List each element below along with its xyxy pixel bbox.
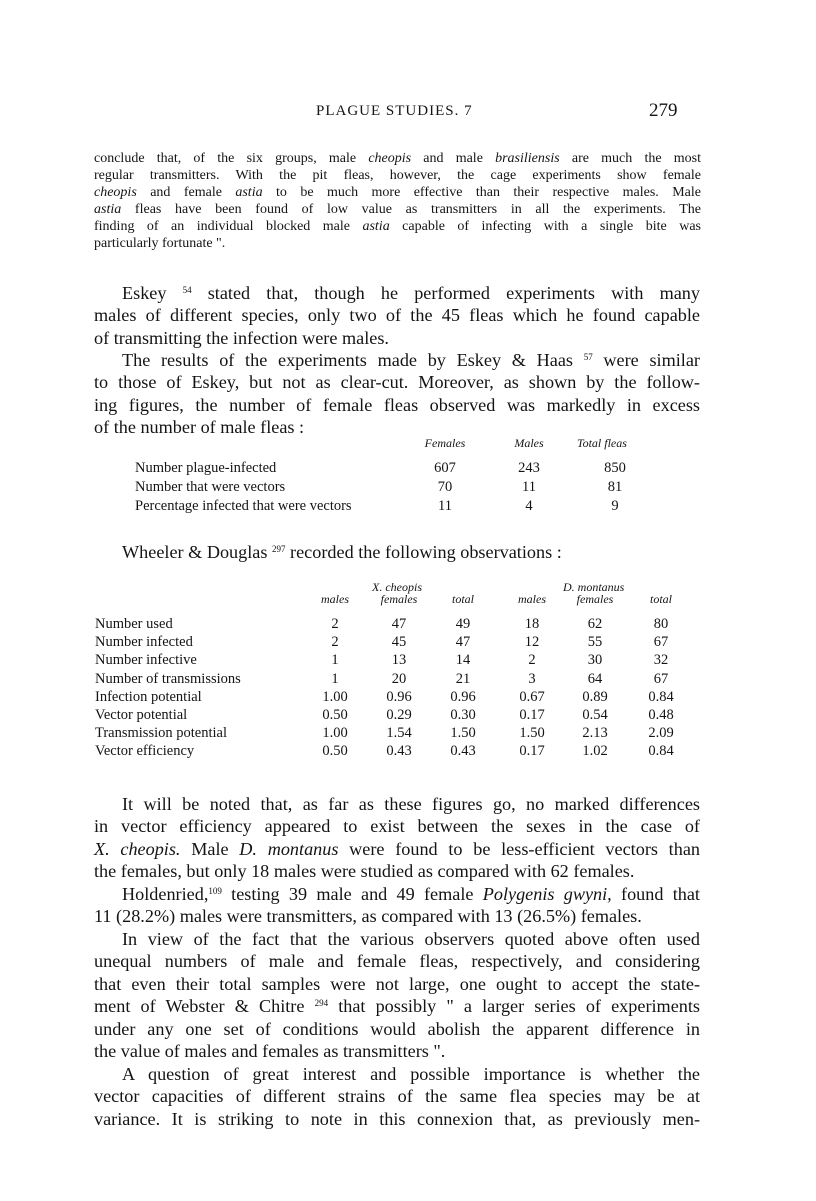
table-row-label: Number infective	[95, 652, 197, 669]
table-cell: 0.96	[450, 688, 476, 705]
table-cell: 14	[455, 652, 471, 669]
text-line: unequal numbers of male and female fleas, respectively, and considering	[94, 951, 700, 972]
table-row-label: Vector efficiency	[95, 743, 195, 760]
table-cell: 47	[391, 616, 407, 632]
table-cell: 0.17	[519, 707, 545, 723]
text-line: regular transmitters. With the pit fleas, however, the cage experiments show female	[94, 168, 701, 183]
table-row-label: Number used	[95, 616, 173, 632]
table-cell: 64	[587, 670, 603, 687]
table-cell: 0.30	[450, 707, 476, 723]
block-quote	[94, 150, 701, 252]
paragraph-eskey	[94, 282, 700, 349]
paragraph-in-view	[94, 928, 700, 1062]
text-line: The results of the experiments made by Eskey & Haas $^{57}$ were similar	[122, 350, 700, 370]
text-line: variance. It is striking to note in this connexion that, as previously men-	[94, 1108, 700, 1129]
table-cell: 67	[653, 634, 669, 651]
paragraph-wheeler	[94, 541, 700, 563]
table-row-label: Number infected	[95, 634, 193, 651]
table-cell: 2.13	[582, 725, 608, 742]
text-line: to those of Eskey, but not as clear-cut. Moreover, as shown by the follow-	[94, 372, 700, 393]
text-line: A question of great interest and possible importance is whether the	[122, 1064, 700, 1084]
table-cell: 2.09	[648, 725, 674, 742]
table-row-label: Percentage infected that were vectors	[135, 498, 352, 514]
table-cell: 243	[518, 460, 540, 476]
table-row-label: Infection potential	[95, 688, 202, 705]
paragraph-question	[94, 1063, 700, 1130]
table-cell: 12	[524, 634, 540, 651]
table-cell: 0.89	[582, 688, 608, 705]
table-cell: 80	[653, 616, 669, 632]
table-cell: 0.96	[386, 688, 412, 705]
table-cell: 0.17	[519, 743, 545, 760]
col-subheader: total	[451, 592, 474, 606]
text-line: of transmitting the infection were males.	[94, 327, 389, 348]
table-cell: 1.50	[519, 725, 545, 742]
table-cell: 70	[437, 479, 453, 495]
text-line: vector capacities of different strains of the same flea species may be at	[94, 1086, 700, 1107]
col-header-females: Females	[424, 436, 466, 450]
col-header-males: Males	[514, 436, 544, 450]
table-cell: 1.50	[450, 725, 476, 742]
table-cell: 0.50	[322, 707, 348, 723]
table-cell: 4	[525, 498, 533, 514]
text-line: finding of an individual blocked male astia capable of infecting with a single bite was	[94, 219, 701, 234]
table-cell: 607	[434, 460, 456, 476]
text-line: Holdenried,$^{109}$ testing 39 male and 49 female Polygenis gwyni, found that	[122, 884, 700, 904]
col-subheader: females	[576, 592, 614, 606]
table-row-label: Number that were vectors	[135, 479, 286, 495]
table-cell: 67	[653, 670, 669, 687]
text-line: Wheeler & Douglas $^{297}$ recorded the following observations :	[122, 542, 562, 562]
text-line: under any one set of conditions would abolish the apparent difference in	[94, 1018, 700, 1039]
table-cell: 13	[391, 652, 407, 669]
table-cell: 1.00	[322, 725, 348, 742]
col-header-total: Total fleas	[577, 436, 627, 450]
table-cell: 3	[528, 670, 536, 687]
table-cell: 21	[455, 670, 471, 687]
text-line: X. cheopis. Male D. montanus were found to be less-efficient vectors than	[94, 838, 700, 859]
text-line: in vector efficiency appeared to exist between the sexes in the case of	[94, 816, 700, 837]
table-cell: 0.50	[322, 743, 348, 760]
table-cell: 0.29	[386, 707, 412, 723]
table-cell: 11	[522, 479, 536, 495]
text-line: Eskey $^{54}$ stated that, though he performed experiments with many	[122, 283, 700, 303]
page-number: 279	[649, 100, 678, 121]
table-row-label: Vector potential	[95, 707, 188, 723]
group-header-cheopis: X. cheopis	[372, 580, 422, 594]
table-cell: 49	[455, 616, 471, 632]
table-cell: 0.48	[648, 707, 674, 723]
table-cell: 30	[587, 652, 603, 669]
table-cell: 2	[331, 634, 339, 651]
table-cell: 45	[391, 634, 407, 651]
text-line: astia fleas have been found of low value as transmitters in all the experiments. The	[94, 202, 701, 217]
text-line: the value of males and females as transmitters ".	[94, 1040, 446, 1061]
col-subheader: females	[380, 592, 418, 606]
text-line: It will be noted that, as far as these figures go, no marked differences	[122, 794, 700, 814]
table-cell: 62	[587, 616, 603, 632]
text-line: that even their total samples were not large, one ought to accept the state-	[94, 973, 700, 994]
table-row-label: Transmission potential	[95, 725, 227, 742]
table-row-label: Number plague-infected	[135, 460, 277, 476]
table-cell: 0.43	[386, 743, 412, 760]
table-row-label: Number of transmissions	[95, 670, 241, 687]
text-line: particularly fortunate ".	[94, 236, 226, 251]
table-cell: 0.43	[450, 743, 476, 760]
col-subheader: males	[518, 592, 546, 606]
text-line: ment of Webster & Chitre $^{294}$ that possibly " a larger series of experiments	[94, 996, 700, 1017]
text-line: of the number of male fleas :	[94, 417, 305, 438]
text-line: the females, but only 18 males were studied as compared with 62 females.	[94, 861, 635, 882]
col-subheader: males	[321, 592, 349, 606]
table-cell: 1.02	[582, 743, 608, 760]
paragraph-noted	[94, 793, 700, 883]
col-subheader: total	[649, 592, 672, 606]
table-cell: 32	[653, 652, 669, 669]
table-cell: 18	[524, 616, 540, 632]
table-cell: 47	[455, 634, 471, 651]
table-cell: 1.54	[386, 725, 412, 742]
text-line: conclude that, of the six groups, male cheopis and male brasiliensis are much the most	[94, 151, 701, 166]
text-line: 11 (28.2%) males were transmitters, as compared with 13 (26.5%) females.	[94, 906, 642, 927]
table-cell: 1	[331, 670, 339, 687]
table-cell: 2	[331, 616, 339, 632]
table-cell: 850	[604, 460, 626, 476]
table-cell: 0.54	[582, 707, 608, 723]
group-header-montanus: D. montanus	[563, 580, 625, 594]
table-cell: 81	[607, 479, 623, 495]
table-cell: 2	[528, 652, 536, 669]
running-header: PLAGUE STUDIES. 7	[316, 103, 473, 119]
text-line: males of different species, only two of the 45 fleas which he found capable	[94, 305, 700, 326]
table-cell: 20	[391, 670, 407, 687]
text-line: cheopis and female astia to be much more effective than their respective males. Male	[94, 185, 702, 200]
table-cell: 55	[587, 634, 603, 651]
table-cell: 1.00	[322, 688, 348, 705]
paragraph-eskey-haas	[94, 349, 700, 439]
table-cell: 9	[611, 498, 619, 514]
table-cell: 1	[331, 652, 339, 669]
text-line: In view of the fact that the various observers quoted above often used	[122, 929, 700, 949]
text-line: ing figures, the number of female fleas observed was markedly in excess	[94, 394, 700, 415]
table-cell: 0.84	[648, 688, 674, 705]
table-cell: 0.84	[648, 743, 674, 760]
table-cell: 11	[438, 498, 452, 514]
paragraph-holdenried	[94, 883, 700, 928]
table-cell: 0.67	[519, 688, 545, 705]
